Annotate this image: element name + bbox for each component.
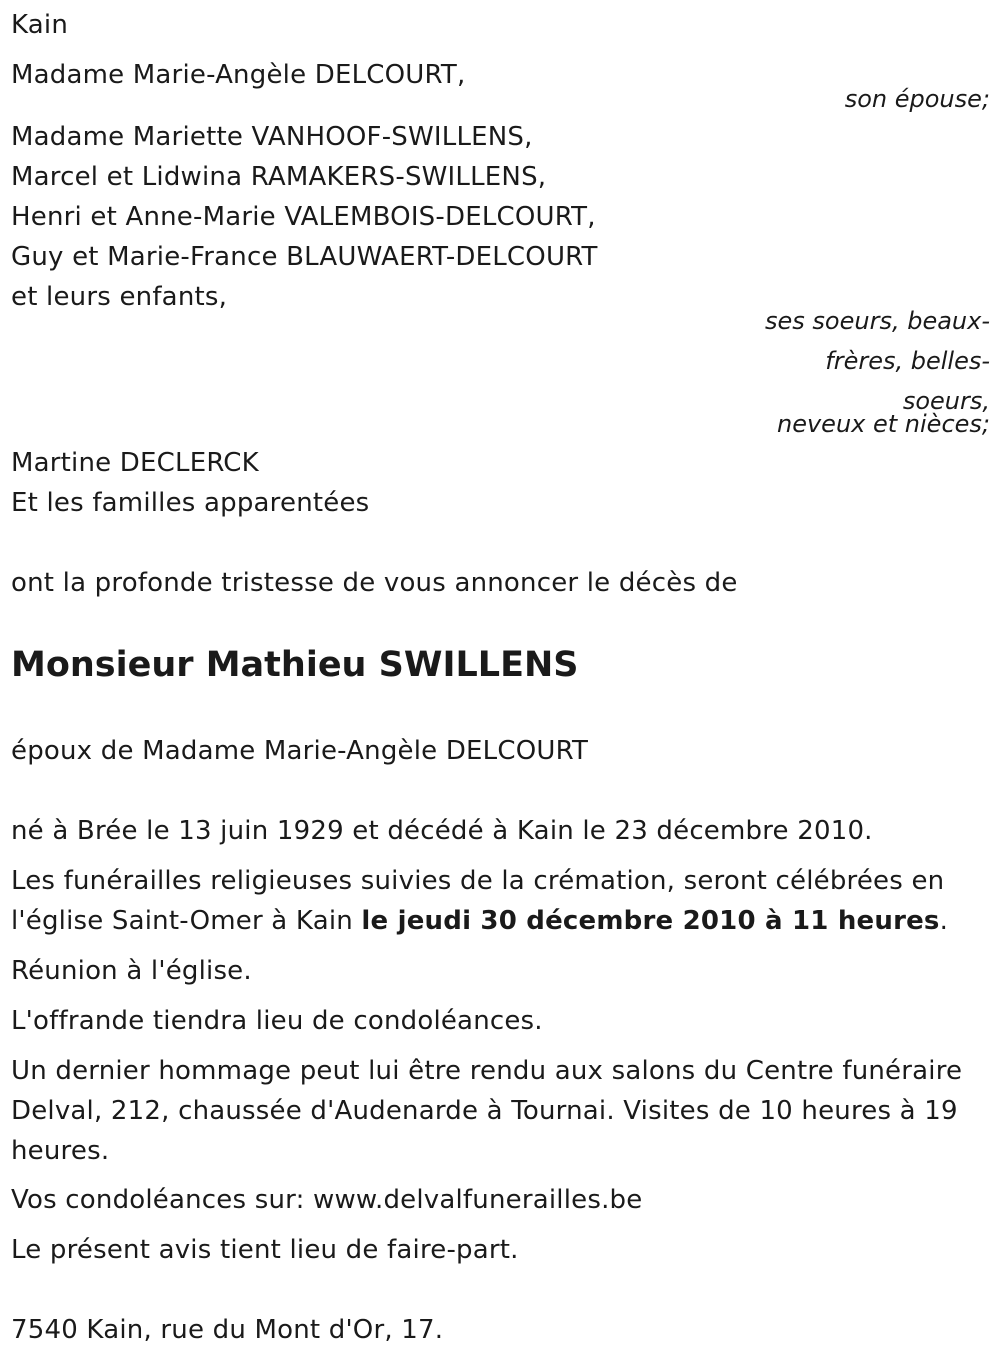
spouse-name: Madame Marie-Angèle DELCOURT, [11, 60, 466, 90]
address: 7540 Kain, rue du Mont d'Or, 17. [11, 1315, 444, 1345]
funeral-date: le jeudi 30 décembre 2010 à 11 heures [361, 906, 940, 936]
siblings-role-line: neveux et nièces; [777, 410, 990, 438]
notice: Le présent avis tient lieu de faire-part. [11, 1235, 519, 1265]
siblings-role-line: ses soeurs, beaux- [765, 307, 990, 335]
sibling-line: Henri et Anne-Marie VALEMBOIS-DELCOURT, [11, 202, 596, 232]
sibling-line: et leurs enfants, [11, 282, 228, 312]
other-relative: Martine DECLERCK [11, 448, 259, 478]
funeral-place: l'église Saint-Omer à Kain [11, 906, 362, 936]
deceased-name: Monsieur Mathieu SWILLENS [11, 645, 579, 685]
birth-death: né à Brée le 13 juin 1929 et décédé à Kain le 23 décembre 2010. [11, 816, 873, 846]
sibling-line: Guy et Marie-France BLAUWAERT-DELCOURT [11, 242, 598, 272]
siblings-role-line: soeurs, [902, 387, 990, 415]
other-relative: Et les familles apparentées [11, 488, 370, 518]
funeral-line-2 [11, 901, 948, 941]
spouse-of: époux de Madame Marie-Angèle DELCOURT [11, 736, 589, 766]
funeral-line-1: Les funérailles religieuses suivies de la crémation, seront célébrées en [11, 866, 945, 896]
sibling-line: Madame Mariette VANHOOF-SWILLENS, [11, 122, 533, 152]
location: Kain [11, 10, 69, 40]
announcement: ont la profonde tristesse de vous annoncer le décès de [11, 568, 738, 598]
meeting: Réunion à l'église. [11, 956, 252, 986]
tribute-line: heures. [11, 1136, 110, 1166]
funeral-period: . [939, 906, 949, 936]
spouse-role: son épouse; [844, 85, 990, 113]
tribute-line: Delval, 212, chaussée d'Audenarde à Tournai. Visites de 10 heures à 19 [11, 1096, 958, 1126]
siblings-role-line: frères, belles- [825, 347, 990, 375]
offering: L'offrande tiendra lieu de condoléances. [11, 1006, 543, 1036]
tribute-line: Un dernier hommage peut lui être rendu aux salons du Centre funéraire [11, 1056, 963, 1086]
condolences: Vos condoléances sur: www.delvalfunerailles.be [11, 1185, 643, 1215]
sibling-line: Marcel et Lidwina RAMAKERS-SWILLENS, [11, 162, 547, 192]
